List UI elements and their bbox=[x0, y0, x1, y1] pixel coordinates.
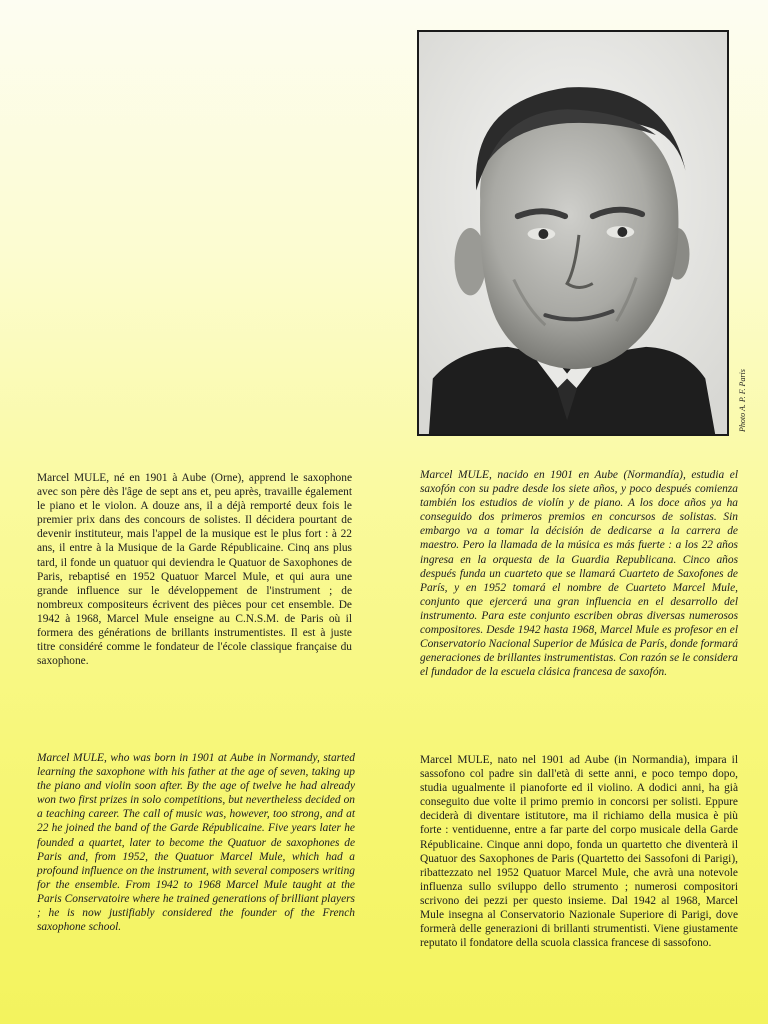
biography-french: Marcel MULE, né en 1901 à Aube (Orne), apprend le saxophone avec son père dès l'âge de sept ans et, peu après, travaille également le piano et le violon. A douze ans, il a déjà remporté deux fois le premier prix dans des concours de solistes. Il décidera pourtant de devenir instituteur, mais l'appel de la musique est le plus fort : à 22 ans, il entre à la Musique de la Garde Républicaine. Cinq ans plus tard, il fonde un quatuor qui deviendra le Quatuor de Saxophones de Paris, rebaptisé en 1952 Quatuor Marcel Mule, et qui aura une grande influence sur le développement de l'instrument ; de nombreux compositeurs écrivent des pièces pour cet ensemble. De 1942 à 1968, Marcel Mule enseigne au C.N.S.M. de Paris où il formera des générations de brillants instrumentistes. Il est à juste titre considéré comme le fondateur de l'école classique française du saxophone. bbox=[37, 472, 352, 668]
portrait-illustration bbox=[419, 32, 727, 434]
photo-credit: Photo A. P. F. Paris bbox=[738, 369, 747, 432]
biography-spanish: Marcel MULE, nacido en 1901 en Aube (Normandía), estudia el saxofón con su padre desde los siete años, y poco después comienza también los estudios de violín y de piano. A los doce años ya ha conseguido dos primeros premios en concursos de solistas. Sin embargo va a tomar la décisión de dedicarse a la carrera de maestro. Pero la llamada de la música es más fuerte : a los 22 años ingresa en la orquesta de la Guardia Republicana. Cinco años después funda un cuarteto que se llamará Cuarteto de Saxofones de París, y en 1952 tomará el nombre de Cuarteto Marcel Mule, conjunto que ejercerá una gran influencia en el desarrollo del instrumento. Para este conjunto escriben obras diversas numerosos compositores. Desde 1942 hasta 1968, Marcel Mule es profesor en el Conservatorio Nacional Superior de Música de París, donde formará generaciones de brillantes instrumentistas. Con razón se le considera el fundador de la escuela clásica francesa de saxofón. bbox=[420, 469, 738, 679]
biography-italian: Marcel MULE, nato nel 1901 ad Aube (in Normandia), impara il sassofono col padre sin dall'età di sette anni, e poco tempo dopo, studia ugualmente il pianoforte ed il violino. A dodici anni, ha già conseguito due volte il primo premio in concorsi per solisti. Eppure deciderà di diventare istitutore, ma il richiamo della musica è più forte : ventiduenne, entre a far parte del corpo musicale della Garde Républicaine. Cinque anni dopo, fonda un quartetto che diventerà il Quatuor des Saxophones de Paris (Quartetto dei Sassofoni di Parigi), ribattezzato nel 1952 Quatuor Marcel Mule, che avrà una notevole influenza sullo sviluppo dello strumento ; numerosi compositori scrivono dei pezzi per questo insieme. Dal 1942 al 1968, Marcel Mule insegna al Conservatorio Nazionale Superiore di Parigi, dove formerà delle generazioni di brillanti strumentisti. Viene giustamente reputato il fondatore della scuola classica francese di sassofono. bbox=[420, 754, 738, 950]
biography-english: Marcel MULE, who was born in 1901 at Aube in Normandy, started learning the saxophone with his father at the age of seven, taking up the piano and violin soon after. By the age of twelve he had already won two first prizes in solo competitions, but nevertheless decided on a teaching career. The call of music was, however, too strong, and at 22 he joined the band of the Garde Républicaine. Five years later he founded a quartet, later to become the Quatuor de saxophones de Paris and, from 1952, the Quatuor Marcel Mule, which had a profound influence on the instrument, with several composers writing for the ensemble. From 1942 to 1968 Marcel Mule taught at the Paris Conservatoire where he trained generations of brilliant players ; he is now justifiably considered the founder of the French saxophone school. bbox=[37, 752, 355, 934]
portrait-photo bbox=[417, 30, 729, 436]
